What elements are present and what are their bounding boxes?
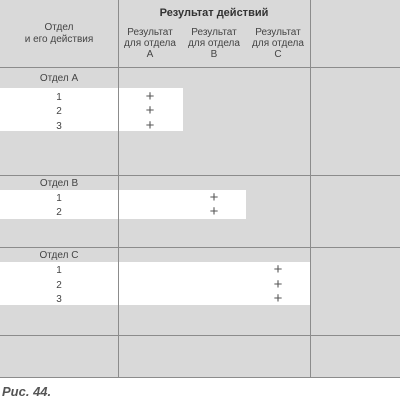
grid-line-b-bottom <box>0 247 400 248</box>
grid-line-col-last <box>310 0 311 378</box>
grid-line-a-bottom <box>0 175 400 176</box>
dept-b-row-1: 1 <box>56 193 62 204</box>
col-a-line1: Результат <box>127 27 173 38</box>
col-c-line1: Результат <box>255 27 301 38</box>
col-c-line3: C <box>274 49 282 60</box>
grid-line-c-bottom <box>0 335 400 336</box>
dept-b-plus-1: + <box>209 189 219 206</box>
dept-a-plus-3: + <box>145 117 155 134</box>
dept-a-row-2: 2 <box>56 106 62 117</box>
header-left-line1: Отдел <box>44 22 74 33</box>
dept-a-row-3: 3 <box>56 121 62 132</box>
col-a-line3: A <box>146 49 154 60</box>
dept-b-name: Отдел B <box>39 178 79 189</box>
grid-line-header-bottom <box>0 67 400 68</box>
col-b-line3: B <box>210 49 218 60</box>
dept-a-name: Отдел A <box>39 73 79 84</box>
header-group-title: Результат действий <box>159 7 269 19</box>
dept-c-row-2: 2 <box>56 280 62 291</box>
header-left-line2: и его действия <box>24 34 94 45</box>
dept-b-plus-2: + <box>209 203 219 220</box>
col-a-line2: для отдела <box>124 38 176 49</box>
col-b-line1: Результат <box>191 27 237 38</box>
dept-c-row-3: 3 <box>56 294 62 305</box>
grid-line-bottom <box>0 377 400 378</box>
dept-b-row-2: 2 <box>56 207 62 218</box>
dept-c-plus-3: + <box>273 290 283 307</box>
dept-a-plus-1: + <box>145 88 155 105</box>
dept-c-plus-1: + <box>273 261 283 278</box>
dept-c-name: Отдел C <box>39 250 79 261</box>
dept-a-row-1: 1 <box>56 92 62 103</box>
dept-a-plus-2: + <box>145 102 155 119</box>
col-c-line2: для отдела <box>252 38 304 49</box>
dept-c-plus-2: + <box>273 276 283 293</box>
col-b-line2: для отдела <box>188 38 240 49</box>
figure-caption: Рис. 44. <box>2 384 52 399</box>
dept-c-row-1: 1 <box>56 265 62 276</box>
